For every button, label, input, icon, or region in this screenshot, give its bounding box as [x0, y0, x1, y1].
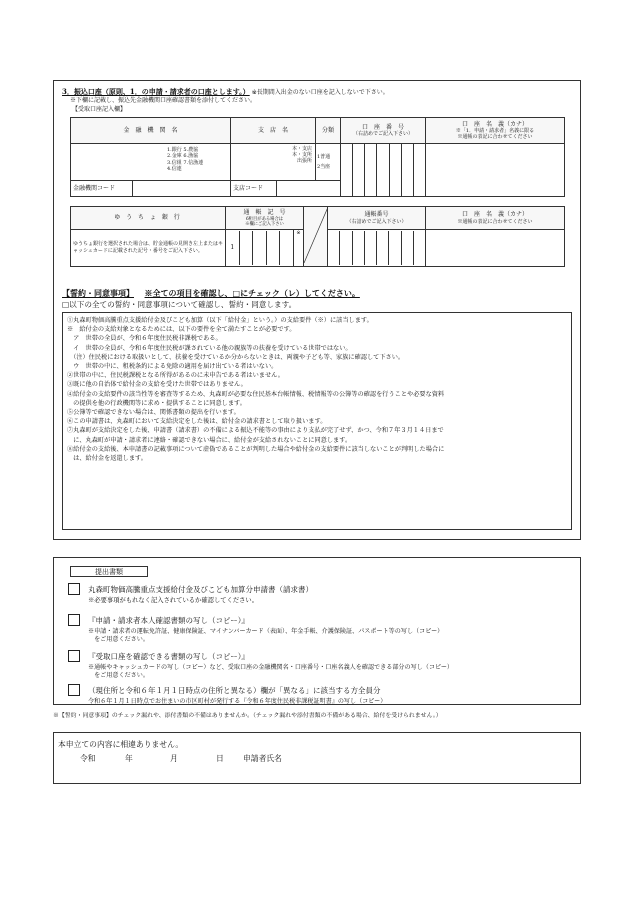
yucho-holder-label: 口 座 名 義（カナ） [462, 211, 529, 219]
docs-title: 提出書類 [70, 566, 148, 577]
yucho-number-input[interactable] [328, 230, 426, 267]
sign-year-input[interactable] [95, 754, 125, 764]
branch-type-3: 出張所 [296, 158, 312, 164]
doc-3-title: 『受取口座を確認できる書類の写し（コピー）』 [88, 652, 249, 661]
yucho-number-label: 通帳番号 [364, 211, 389, 219]
col-acct-sub: （右詰めでご記入下さい） [352, 131, 413, 138]
footer-note: ※【誓約・同意事項】のチェック漏れや、添付書類の不備はありませんか。（チェック漏れや添付書類の不備がある場合、給付を受けられません。） [53, 713, 442, 719]
col-type: 分類 [316, 118, 341, 144]
sign-name-input[interactable] [295, 752, 565, 764]
sign-era: 令和 [80, 754, 96, 763]
acct-type-2: 2当座 [317, 163, 331, 170]
holder-note-1: ※「1．申請・請求者」名義に限る [455, 128, 535, 135]
diagonal-line [304, 207, 328, 263]
doc-2-title: 『申請・請求者本人確認書類の写し（コピー）』 [88, 616, 249, 625]
yucho-col-number [328, 207, 426, 230]
oath-item: の提供を他の行政機関等に求め・提供することに同意します。 [67, 399, 246, 407]
yucho-holder-input[interactable] [426, 230, 565, 267]
oath-item: は、給付金を返還します。 [67, 455, 147, 463]
account-type-select[interactable] [316, 144, 341, 181]
yucho-slash-cell [304, 207, 328, 267]
bank-type-4: 4.信連 [167, 165, 182, 172]
oath-title: 【誓約・同意事項】 [62, 288, 134, 298]
yucho-one: 1 [226, 231, 240, 265]
acct-type-1: 1普通 [317, 153, 331, 160]
sign-day-input[interactable] [186, 754, 214, 764]
oath-box [62, 312, 572, 530]
yucho-table [70, 206, 565, 267]
col-holder-label: 口 座 名 義（カナ） [461, 120, 528, 128]
oath-item: ⑦丸森町が支給決定をした後、申請書（請求書）の不備による振込不能等の事由により支払が完了せず、かつ、令和７年３月１４日まで [67, 427, 444, 435]
doc-item-2 [68, 614, 573, 644]
oath-item: （注）住民税における取扱いとして、扶養を受けているか分からないときは、両親や子ども等、家族に確認して下さい。 [67, 353, 405, 361]
oath-heading [62, 288, 577, 299]
oath-item: ④給付金の支給要件の該当性等を審査等するため、丸森町が必要な住民基本台帳情報、税情報等の公簿等の確認を行うことや必要な資料 [67, 390, 445, 398]
doc-3-checkbox[interactable] [68, 650, 80, 662]
yucho-kome[interactable]: ※ [294, 230, 304, 267]
branch-name-input[interactable] [231, 144, 316, 181]
sign-month-input[interactable] [140, 754, 168, 764]
oath-item: ⑥この申請書は、丸森町において支給決定をした後は、給付金の請求書として取り扱います。 [67, 418, 327, 426]
holder-note-2: ※通帳の表記に合わせてください [457, 134, 533, 141]
doc-1-checkbox[interactable] [68, 583, 80, 595]
oath-note: ※全ての項目を確認し、□にチェック（レ）してください。 [144, 288, 360, 298]
bank-subnote: ※下欄に記載し、振込先金融機関口座確認書類を添付してください。 [70, 97, 257, 104]
bank-type-list [167, 147, 203, 172]
bank-code-label: 金融機関コード [71, 181, 133, 196]
oath-agree-checkbox[interactable]: □以下の全ての誓約・同意事項について確認し、誓約・同意します。 [62, 300, 297, 309]
sign-name-label: 申請者氏名 [243, 754, 282, 763]
oath-item: に、丸森町が申請・請求者に連絡・確認できない場合に、給付金が支給されないことに同意します。 [67, 436, 352, 444]
branch-type-2: 本・支所 [291, 152, 312, 158]
doc-item-4 [68, 684, 573, 706]
col-branch-name: 支 店 名 [231, 118, 316, 144]
oath-item: ③既に他の自治体で給付金の支給を受けた世帯ではありません。 [67, 381, 247, 389]
bank-code-input[interactable] [71, 180, 231, 196]
branch-code-label: 支店コード [231, 181, 277, 196]
sign-month: 月 [170, 754, 178, 763]
sign-day: 日 [216, 754, 224, 763]
bank-type-3: 3.信組 7.信漁連 [167, 159, 204, 166]
yucho-desc: ゆうちょ銀行を選択された場合は、貯金通帳の見開き左上またはキャッシュカードに記載された記号・番号をご記入下さい。 [71, 230, 226, 267]
oath-item: ア 世帯の全員が、令和６年度住民税非課税である。 [67, 335, 222, 343]
branch-type-1: 本・支店 [291, 146, 312, 152]
oath-item: イ 世帯の全員が、令和６年度住民税が課されている他の親族等の扶養を受けている世帯ではない。 [67, 344, 352, 352]
oath-item: ⑧給付金の支給後、本申請書の記載事項について虚偽であることが判明した場合や給付金の支給要件に該当しないことが判明した場合に [67, 445, 445, 453]
account-number-input[interactable] [341, 144, 426, 197]
doc-1-title: 丸森町物価高騰重点支援給付金及びこども加算分申請書（請求書） [88, 585, 314, 594]
yucho-holder-sub: ※通帳の表記に合わせてください [457, 218, 533, 225]
doc-4-note: 令和６年１月１日時点でお住まいの市区町村が発行する『令和６年度住民税非課税証明書』の写し（コピー） [88, 698, 387, 706]
col-account-holder [426, 118, 565, 144]
bank-section-label: 【受取口座記入欄】 [72, 106, 127, 113]
sign-year: 年 [125, 754, 133, 763]
yucho-symbol-sub1: 6桁目がある場合は [245, 216, 284, 222]
col-account-number [341, 118, 426, 144]
yucho-col-symbol [226, 207, 304, 230]
doc-3-note: ※通帳やキャッシュカードの写し（コピー）など、受取口座の金融機関名・口座番号・口座名義人を確認できる部分の写し（コピー） [88, 664, 454, 672]
doc-4-title: （現住所と令和６年１月１日時点の住所と異なる）欄が「異なる」に該当する方全員分 [88, 686, 381, 695]
doc-1-note: ※必要事項がもれなく記入されているか確認してください。 [88, 597, 259, 605]
oath-item: ①丸森町物価高騰重点支援給付金及びこども加算（以下「給付金」という。）の支給要件（※）に該当します。 [67, 317, 373, 324]
oath-item: ウ 世帯の中に、租税条約による免除の適用を届け出ている者はいない。 [67, 363, 278, 371]
col-acct-label: 口 座 番 号 [361, 123, 404, 131]
sign-statement: 本申立ての内容に相違ありません。 [58, 740, 184, 749]
branch-code-input[interactable] [231, 180, 341, 196]
col-bank-name: 金 融 機 関 名 [71, 118, 231, 144]
doc-2-checkbox[interactable] [68, 614, 80, 626]
oath-item: ※ 給付金の支給対象となるためには、以下の要件を全て満たすことが必要です。 [67, 326, 296, 334]
yucho-symbol-label: 通 帳 記 号 [243, 208, 286, 216]
yucho-title: ゆ う ち ょ 銀 行 [71, 207, 226, 230]
branch-type-list [292, 146, 312, 164]
yucho-symbol-sub2: ※欄にご記入下さい [245, 221, 284, 227]
account-holder-input[interactable] [426, 144, 565, 197]
doc-item-3 [68, 650, 573, 680]
oath-item: ②世帯の中に、住民税課税となる所得があるのに未申告である者はいません。 [67, 372, 284, 380]
doc-3-note2: をご用意ください。 [88, 672, 149, 680]
bank-heading: 3．振込口座（原則、1．の申請・請求者の口座とします。） [62, 87, 250, 96]
bank-table [70, 117, 565, 197]
doc-item-1 [68, 583, 573, 605]
doc-2-note2: をご用意ください。 [88, 636, 149, 644]
bank-type-1: 1.銀行 5.農協 [167, 147, 199, 153]
yucho-symbol-input[interactable] [226, 230, 294, 267]
bank-name-input[interactable] [71, 144, 231, 181]
bank-heading-row [62, 87, 577, 97]
yucho-col-holder [426, 207, 565, 230]
yucho-number-sub: （右詰めでご記入下さい） [346, 218, 407, 225]
doc-4-checkbox[interactable] [68, 684, 80, 696]
bank-type-2: 2.金庫 6.漁協 [167, 153, 199, 160]
bank-heading-note: ※長期間入出金のない口座を記入しないで下さい。 [251, 89, 389, 96]
oath-item: ⑤公簿等で確認できない場合は、関係書類の提出を行います。 [67, 409, 240, 417]
doc-2-note: ※申請・請求者の運転免許証、健康保険証、マイナンバーカード（表面）、年金手帳、介護保険証、パスポート等の写し（コピー） [88, 628, 444, 636]
oath-list [63, 313, 571, 466]
